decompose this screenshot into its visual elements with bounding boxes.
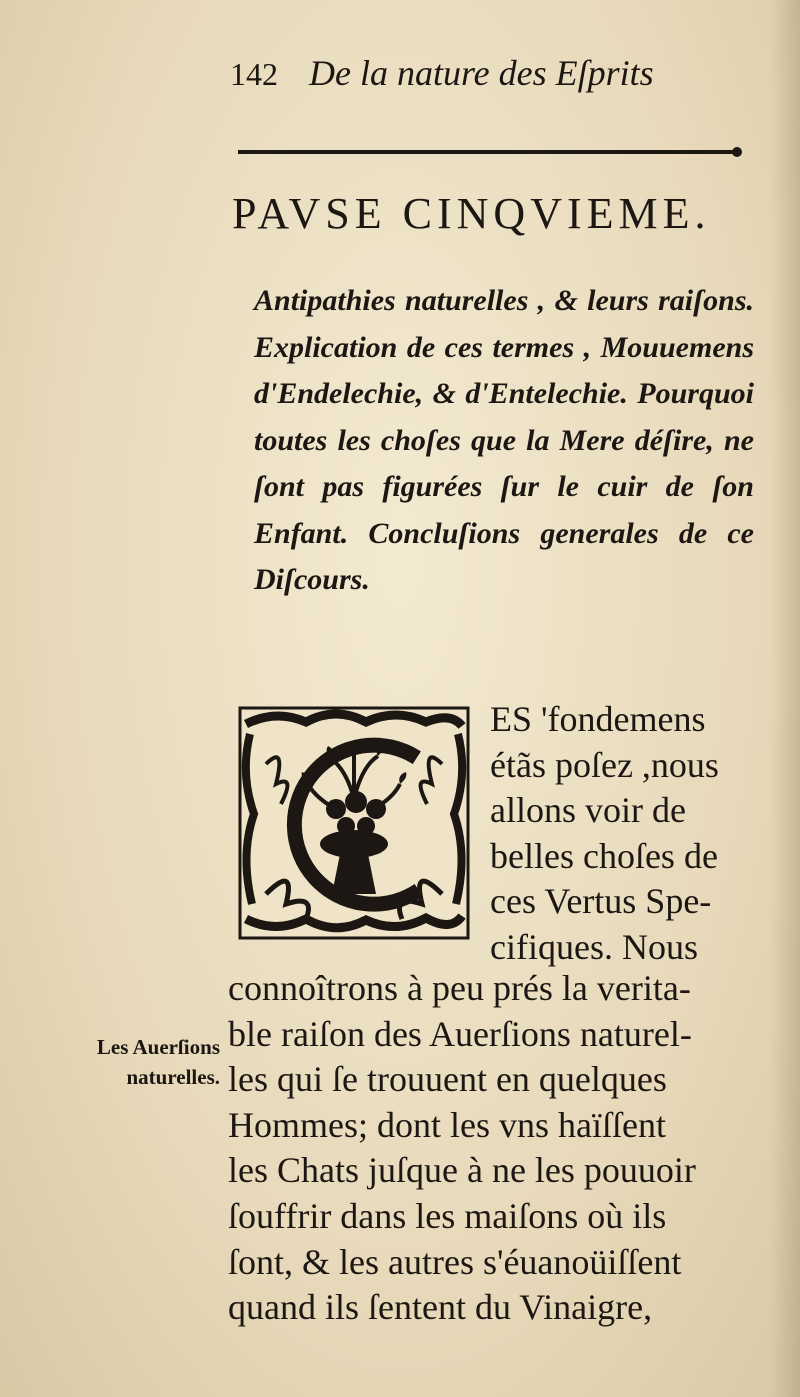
page-number: 142 xyxy=(230,56,278,92)
text-line: ces Vertus Spe- xyxy=(490,881,712,922)
chapter-summary: Antipathies naturelles , & leurs raiſons. Explication de ces termes , Mouuemens d'Endelechie, & d'Entelechie. Pourquoi toutes les choſes que la Mere déſire, ne ſont pas figurées ſur le cuir de ſon Enfant. Concluſions generales de ce Diſcours. xyxy=(254,284,754,596)
page-edge-shadow xyxy=(770,0,800,1397)
chapter-title: PAVSE CINQVIEME. xyxy=(232,189,711,238)
text-line: quand ils ſentent du Vinaigre, xyxy=(228,1287,653,1328)
running-title: De la nature des Eſprits xyxy=(309,53,654,93)
text-line: étãs poſez ,nous xyxy=(490,744,719,785)
paragraph-beside-initial xyxy=(490,697,719,971)
text-line: ſont, & les autres s'éuanoüiſſent xyxy=(228,1241,682,1282)
text-line: cifiques. Nous xyxy=(490,926,698,967)
text-line: ES 'fondemens xyxy=(490,699,706,739)
text-line: Hommes; dont les vns haïſſent xyxy=(228,1104,666,1145)
page-header xyxy=(230,52,654,94)
text-line: ble raiſon des Auerſions naturel- xyxy=(228,1013,692,1054)
decorated-initial-c xyxy=(236,704,472,942)
margin-note-line: naturelles. xyxy=(126,1065,220,1089)
paragraph-main xyxy=(228,966,696,1331)
margin-note xyxy=(60,1032,220,1092)
text-line: les qui ſe trouuent en quelques xyxy=(228,1059,667,1100)
text-line: les Chats juſque à ne les pouuoir xyxy=(228,1150,696,1191)
text-line: allons voir de xyxy=(490,790,686,831)
text-line: belles choſes de xyxy=(490,835,718,876)
margin-note-line: Les Auerſions xyxy=(96,1035,220,1059)
text-line: ſouffrir dans les maiſons où ils xyxy=(228,1195,667,1236)
header-rule xyxy=(238,150,738,154)
text-line: connoîtrons à peu prés la verita- xyxy=(228,968,691,1008)
